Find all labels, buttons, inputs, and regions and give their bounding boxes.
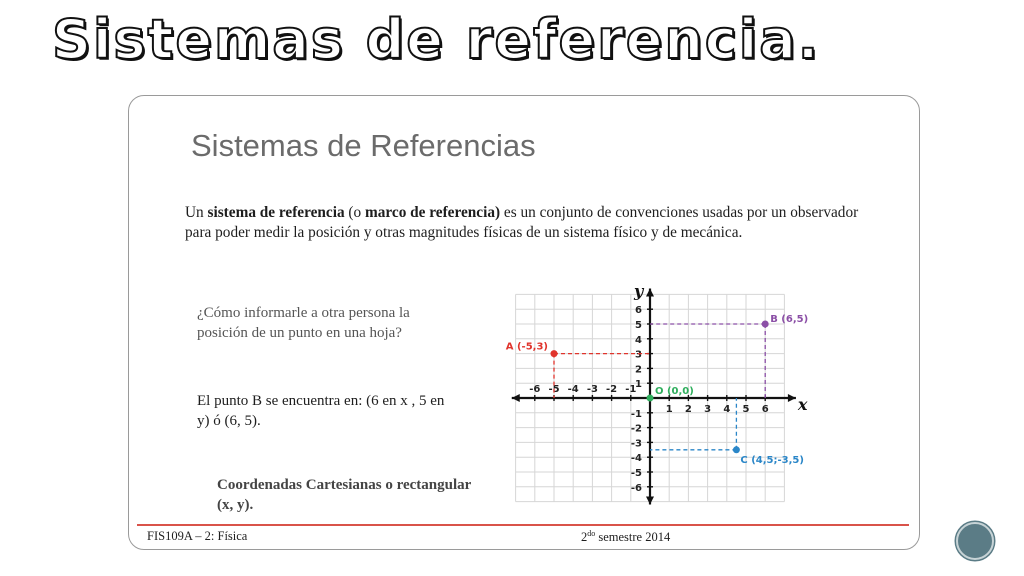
data-point xyxy=(733,446,740,453)
point-b-description: El punto B se encuentra en: (6 en x , 5 en y) ó (6, 5). xyxy=(197,393,445,429)
y-axis-arrow-up xyxy=(646,288,654,296)
x-axis-arrow-right xyxy=(788,394,796,402)
y-tick-label: 1 xyxy=(635,379,642,391)
x-tick-label: 4 xyxy=(723,404,731,415)
content-panel xyxy=(128,95,920,550)
cartesian-caption: Coordenadas Cartesianas o rectangular (x, y). xyxy=(217,477,472,513)
cartesian-plane-chart xyxy=(494,276,844,516)
x-tick-label: -4 xyxy=(567,384,579,395)
panel-heading: Sistemas de Referencias xyxy=(191,128,536,163)
data-point xyxy=(551,350,558,357)
footer-divider xyxy=(137,524,909,526)
point-label: A (-5,3) xyxy=(505,341,548,353)
x-tick-label: -3 xyxy=(586,384,598,395)
y-tick-label: -4 xyxy=(630,453,642,465)
question-text: ¿Cómo informarle a otra persona la posición de un punto en una hoja? xyxy=(197,305,410,341)
next-slide-button[interactable] xyxy=(956,522,994,560)
x-tick-label: 5 xyxy=(742,404,750,415)
y-tick-label: 6 xyxy=(635,305,642,317)
x-tick-label: -5 xyxy=(548,384,560,395)
data-point xyxy=(647,395,654,402)
y-tick-label: 5 xyxy=(635,320,642,331)
x-axis-label: x xyxy=(797,395,808,414)
slide-title: Sistemas de referencia. xyxy=(52,8,821,71)
y-axis-arrow-down xyxy=(646,497,654,505)
y-tick-label: 3 xyxy=(635,349,642,361)
y-tick-label: -5 xyxy=(630,468,642,479)
y-tick-label: 4 xyxy=(635,334,642,346)
x-tick-label: 1 xyxy=(665,404,673,415)
x-tick-label: -1 xyxy=(625,384,637,395)
data-point xyxy=(762,321,769,328)
term-sistema-de-referencia: sistema de referencia xyxy=(207,204,345,221)
y-tick-label: 2 xyxy=(635,364,642,376)
point-label: B (6,5) xyxy=(770,314,809,325)
y-tick-label: -3 xyxy=(630,438,642,450)
x-tick-label: 2 xyxy=(684,404,692,415)
x-tick-label: -6 xyxy=(529,384,541,395)
definition-text: Un sistema de referencia (o marco de referencia) es un conjunto de convenciones usadas por un observador para poder medir la posición y otras magnitudes físicas de un sistema físico y de mecánica. xyxy=(185,204,859,241)
footer-semester: $2^{do}$ semestre 2014 xyxy=(581,529,671,545)
x-tick-label: 6 xyxy=(761,404,769,415)
y-tick-label: -1 xyxy=(630,408,642,420)
point-label: O (0,0) xyxy=(655,386,694,397)
y-axis-label: y xyxy=(634,281,644,301)
x-tick-label: 3 xyxy=(704,404,712,415)
term-marco-de-referencia: marco de referencia) xyxy=(365,204,501,221)
y-tick-label: -6 xyxy=(630,482,642,494)
y-tick-label: -2 xyxy=(630,423,642,435)
footer-course: FIS109A – 2: Física xyxy=(147,529,248,543)
x-tick-label: -2 xyxy=(606,384,618,395)
point-label: C (4,5;-3,5) xyxy=(740,454,804,466)
